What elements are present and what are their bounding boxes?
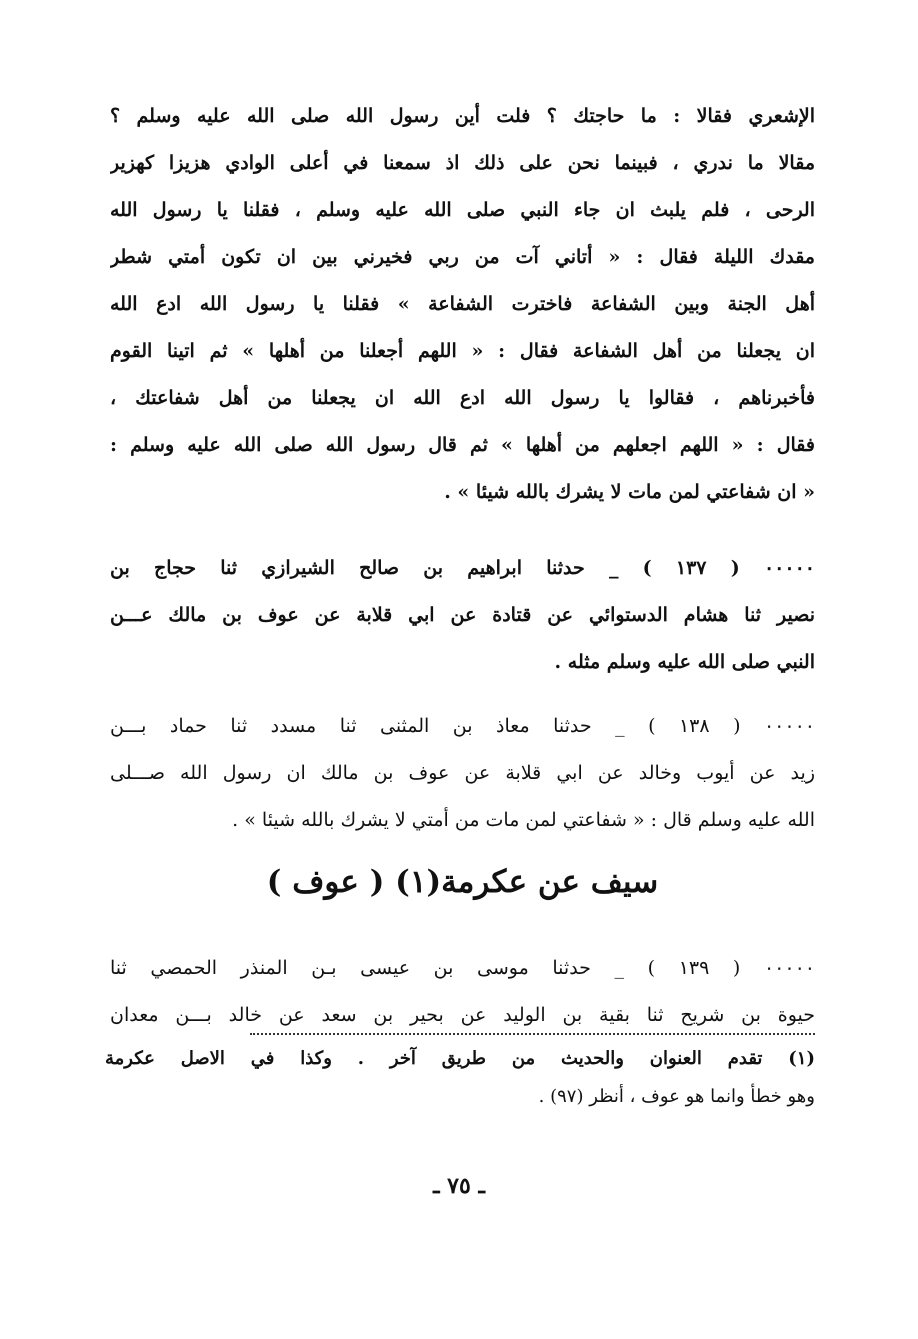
text-line: أهل الجنة وبين الشفاعة فاخترت الشفاعة » فقلنا يا رسول الله ادع الله xyxy=(110,293,815,315)
text-line: نصير ثنا هشام الدستوائي عن قتادة عن ابي قلابة عن عوف بن مالك عـــن xyxy=(110,604,815,626)
paragraph-2 xyxy=(110,545,815,686)
footnote-line: وهو خطأ وانما هو عوف ، أنظر (٩٧) . xyxy=(538,1086,815,1107)
footnote-line: (١) تقدم العنوان والحديث من طريق آخر . وكذا في الاصل عكرمة xyxy=(105,1048,815,1069)
text-line: ٠٠٠٠٠ ( ١٣٧ ) _ حدثنا ابراهيم بن صالح الشيرازي ثنا حجاج بن xyxy=(110,557,815,579)
text-line: النبي صلى الله عليه وسلم مثله . xyxy=(554,651,815,673)
text-line: فأخبرناهم ، فقالوا يا رسول الله ادع الله ان يجعلنا من أهل شفاعتك ، xyxy=(110,387,815,409)
page-number: ـ ٧٥ ـ xyxy=(433,1173,485,1199)
text-line: ٠٠٠٠٠ ( ١٣٩ ) _ حدثنا موسى بن عيسى بـن المنذر الحمصي ثنا xyxy=(110,957,815,979)
footnote-divider xyxy=(250,1033,815,1035)
paragraph-3 xyxy=(110,703,815,844)
footnotes xyxy=(105,1040,815,1116)
text-line: « ان شفاعتي لمن مات لا يشرك بالله شيئا » . xyxy=(444,481,815,503)
text-line: الإشعري فقالا : ما حاجتك ؟ فلت أين رسول الله صلى الله عليه وسلم ؟ xyxy=(110,105,815,127)
section-heading: سيف عن عكرمة(١) ( عوف ) xyxy=(266,864,659,900)
text-line: مقدك الليلة فقال : « أتاني آت من ربي فخيرني بين ان تكون أمتي شطر xyxy=(110,246,815,268)
text-line: ان يجعلنا من أهل الشفاعة فقال : « اللهم أجعلنا من أهلها » ثم اتينا القوم xyxy=(110,340,815,362)
text-line: ٠٠٠٠٠ ( ١٣٨ ) _ حدثنا معاذ بن المثنى ثنا مسدد ثنا حماد بـــن xyxy=(110,715,815,737)
text-line: الرحى ، فلم يلبث ان جاء النبي صلى الله عليه وسلم ، فقلنا يا رسول الله xyxy=(110,199,815,221)
text-line: فقال : « اللهم اجعلهم من أهلها » ثم قال رسول الله صلى الله عليه وسلم : xyxy=(110,434,815,456)
text-line: زيد عن أيوب وخالد عن ابي قلابة عن عوف بن مالك ان رسول الله صـــلى xyxy=(110,762,815,784)
text-line: حيوة بن شريح ثنا بقية بن الوليد عن بحير بن سعد عن خالد بـــن معدان xyxy=(110,1004,815,1026)
paragraph-1 xyxy=(110,93,815,516)
text-line: الله عليه وسلم قال : « شفاعتي لمن مات من أمتي لا يشرك بالله شيئا » . xyxy=(232,809,815,831)
text-line: مقالا ما ندري ، فبينما نحن على ذلك اذ سمعنا في أعلى الوادي هزيزا كهزير xyxy=(110,152,815,174)
paragraph-4 xyxy=(110,945,815,1039)
